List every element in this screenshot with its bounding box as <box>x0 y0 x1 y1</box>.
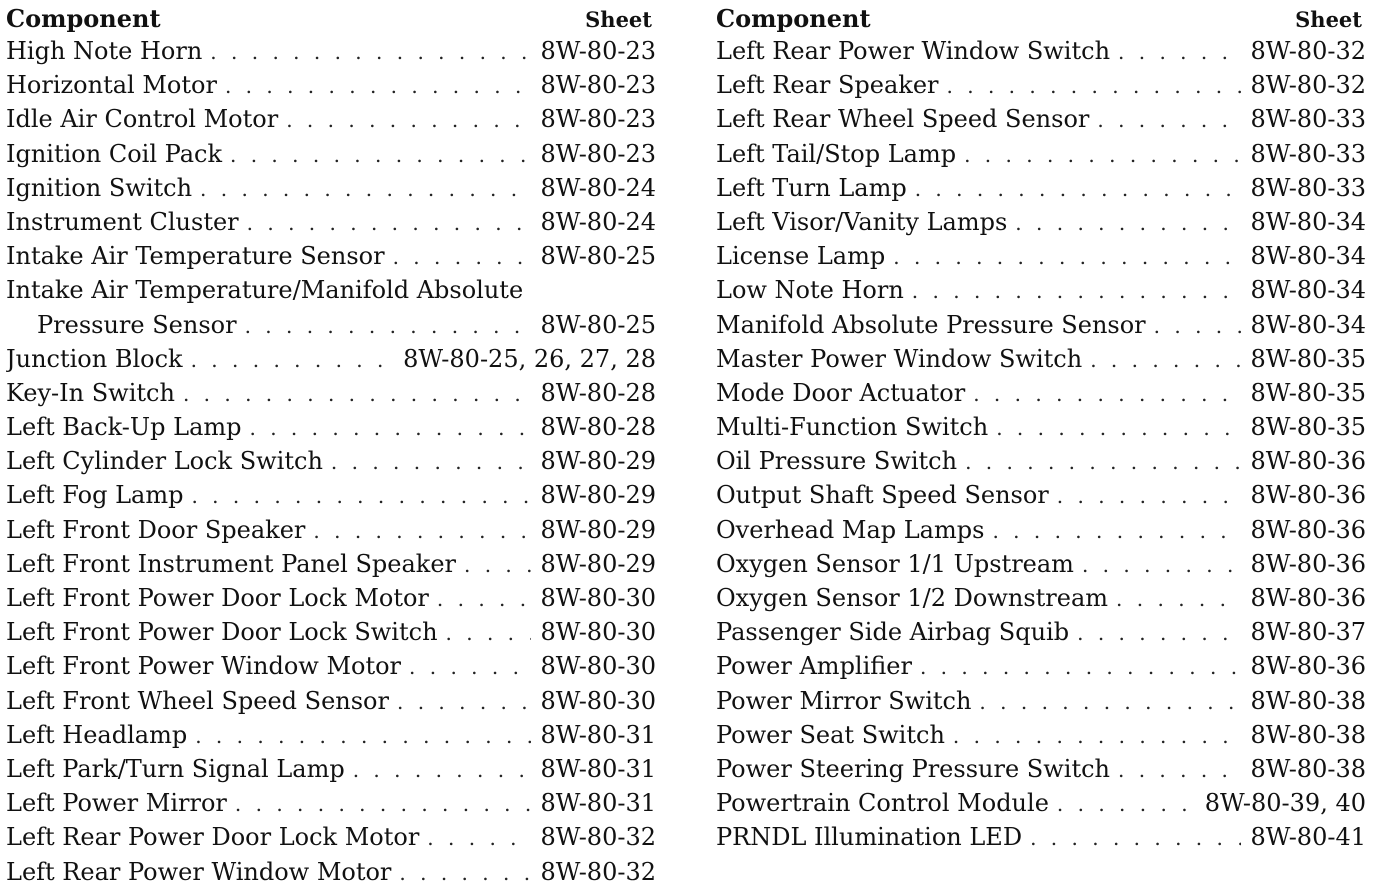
component-name: Left Power Mirror <box>6 789 227 818</box>
component-name: Left Headlamp <box>6 720 188 749</box>
index-entry <box>6 581 656 615</box>
index-entry <box>6 137 656 171</box>
sheet-reference: 8W-80-32 <box>1250 37 1366 65</box>
index-entry <box>716 205 1366 239</box>
dot-leader <box>920 650 1241 683</box>
dot-leader <box>183 377 531 410</box>
sheet-column-heading: Sheet <box>1295 7 1362 32</box>
index-entry <box>6 342 656 376</box>
dot-leader <box>286 103 530 136</box>
component-name: Left Visor/Vanity Lamps <box>716 207 1008 236</box>
component-name: Power Steering Pressure Switch <box>716 754 1110 783</box>
index-entry <box>6 855 656 889</box>
dot-leader <box>200 172 530 205</box>
component-name: Output Shaft Speed Sensor <box>716 481 1049 510</box>
component-name: Junction Block <box>6 344 183 373</box>
component-name: Left Rear Power Window Motor <box>6 857 392 886</box>
sheet-reference: 8W-80-33 <box>1250 105 1366 134</box>
dot-leader <box>947 69 1241 102</box>
sheet-reference: 8W-80-36 <box>1250 515 1366 544</box>
component-column-heading: Component <box>716 4 871 33</box>
index-entry <box>716 342 1366 376</box>
sheet-reference: 8W-80-37 <box>1250 618 1366 647</box>
component-name: Left Front Door Speaker <box>6 515 306 544</box>
sheet-reference: 8W-80-35 <box>1250 344 1366 373</box>
left-column-header <box>6 0 656 34</box>
sheet-reference: 8W-80-30 <box>540 618 656 647</box>
sheet-reference: 8W-80-24 <box>540 173 656 202</box>
component-name: Power Seat Switch <box>716 720 945 749</box>
index-entry <box>716 239 1366 273</box>
sheet-reference: 8W-80-30 <box>540 686 656 715</box>
component-column-heading: Component <box>6 4 161 33</box>
index-entry <box>6 102 656 136</box>
index-entry <box>6 171 656 205</box>
sheet-reference: 8W-80-29 <box>540 549 656 578</box>
sheet-reference: 8W-80-34 <box>1250 207 1366 236</box>
dot-leader <box>965 445 1240 478</box>
dot-leader <box>225 69 531 102</box>
index-entry <box>6 752 656 786</box>
left-column <box>6 0 656 889</box>
component-name: Intake Air Temperature Sensor <box>6 242 385 271</box>
sheet-reference: 8W-80-36 <box>1250 652 1366 681</box>
sheet-reference: 8W-80-24 <box>540 207 656 236</box>
left-entry-list <box>6 34 656 889</box>
component-name: Overhead Map Lamps <box>716 515 985 544</box>
component-name: Left Park/Turn Signal Lamp <box>6 754 345 783</box>
dot-leader <box>247 206 531 239</box>
sheet-reference: 8W-80-31 <box>540 720 656 749</box>
sheet-reference: 8W-80-30 <box>540 652 656 681</box>
dot-leader <box>1030 821 1240 854</box>
dot-leader <box>393 240 531 273</box>
component-name: Horizontal Motor <box>6 71 217 100</box>
sheet-reference: 8W-80-25, 26, 27, 28 <box>403 344 656 373</box>
sheet-reference: 8W-80-35 <box>1250 413 1366 442</box>
dot-leader <box>397 685 531 718</box>
sheet-reference: 8W-80-23 <box>540 37 656 65</box>
sheet-reference: 8W-80-25 <box>540 242 656 271</box>
component-name: Left Turn Lamp <box>716 173 907 202</box>
component-name: Left Rear Power Window Switch <box>716 37 1111 65</box>
dot-leader <box>1082 548 1241 581</box>
index-entry <box>716 171 1366 205</box>
component-name: Intake Air Temperature/Manifold Absolute <box>6 276 524 305</box>
dot-leader <box>195 719 530 752</box>
sheet-reference: 8W-80-28 <box>540 378 656 407</box>
dot-leader <box>1154 309 1241 342</box>
index-entry <box>716 410 1366 444</box>
sheet-reference: 8W-80-38 <box>1250 686 1366 715</box>
sheet-reference: 8W-80-32 <box>540 857 656 886</box>
component-name: Left Back-Up Lamp <box>6 413 242 442</box>
dot-leader <box>191 479 530 512</box>
sheet-reference: 8W-80-30 <box>540 584 656 612</box>
index-entry <box>6 478 656 512</box>
sheet-column-heading: Sheet <box>585 7 652 32</box>
right-column <box>716 0 1366 855</box>
dot-leader <box>915 172 1241 205</box>
right-entry-list <box>716 34 1366 855</box>
component-name: Oxygen Sensor 1/2 Downstream <box>716 584 1109 612</box>
component-name: Instrument Cluster <box>6 207 239 236</box>
component-name: Left Cylinder Lock Switch <box>6 447 323 476</box>
component-name: License Lamp <box>716 242 886 271</box>
index-entry <box>6 444 656 478</box>
sheet-reference: 8W-80-33 <box>1250 173 1366 202</box>
dot-leader <box>437 582 531 615</box>
dot-leader <box>979 685 1240 718</box>
component-name: Pressure Sensor <box>37 310 237 339</box>
index-entry <box>716 649 1366 683</box>
dot-leader <box>230 138 531 171</box>
sheet-reference: 8W-80-23 <box>540 139 656 168</box>
component-name: Oxygen Sensor 1/1 Upstream <box>716 549 1074 578</box>
index-entry <box>716 34 1366 68</box>
dot-leader <box>446 616 531 649</box>
dot-leader <box>353 753 531 786</box>
sheet-reference: 8W-80-31 <box>540 754 656 783</box>
dot-leader <box>250 411 531 444</box>
component-name: Ignition Switch <box>6 173 193 202</box>
index-entry <box>716 786 1366 820</box>
index-entry <box>6 513 656 547</box>
index-entry <box>716 820 1366 854</box>
index-entry <box>6 410 656 444</box>
index-entry <box>6 684 656 718</box>
index-entry <box>716 478 1366 512</box>
index-entry <box>716 684 1366 718</box>
sheet-reference: 8W-80-31 <box>540 789 656 818</box>
index-entry <box>6 786 656 820</box>
dot-leader <box>992 514 1240 547</box>
component-name: Power Mirror Switch <box>716 686 972 715</box>
dot-leader <box>1116 582 1240 615</box>
component-name: Left Front Wheel Speed Sensor <box>6 686 389 715</box>
sheet-reference: 8W-80-32 <box>1250 71 1366 100</box>
index-entry <box>716 273 1366 307</box>
dot-leader <box>464 548 531 581</box>
index-entry <box>6 718 656 752</box>
index-entry <box>716 68 1366 102</box>
dot-leader <box>1077 616 1240 649</box>
dot-leader <box>331 445 531 478</box>
sheet-reference: 8W-80-29 <box>540 447 656 476</box>
component-name: Left Front Power Door Lock Motor <box>6 584 429 612</box>
component-name: Key-In Switch <box>6 378 175 407</box>
sheet-reference: 8W-80-23 <box>540 71 656 100</box>
sheet-reference: 8W-80-32 <box>540 823 656 852</box>
index-entry <box>6 649 656 683</box>
sheet-reference: 8W-80-35 <box>1250 378 1366 407</box>
sheet-reference: 8W-80-28 <box>540 413 656 442</box>
component-name: Powertrain Control Module <box>716 789 1049 818</box>
index-entry <box>716 581 1366 615</box>
component-name: High Note Horn <box>6 37 203 65</box>
component-name: Left Fog Lamp <box>6 481 184 510</box>
sheet-reference: 8W-80-36 <box>1250 549 1366 578</box>
sheet-reference: 8W-80-39, 40 <box>1204 789 1366 818</box>
dot-leader <box>235 787 531 820</box>
index-entry <box>716 444 1366 478</box>
index-entry <box>716 752 1366 786</box>
index-entry <box>6 615 656 649</box>
dot-leader <box>893 240 1240 273</box>
sheet-reference: 8W-80-34 <box>1250 242 1366 271</box>
component-name: Mode Door Actuator <box>716 378 966 407</box>
sheet-reference: 8W-80-38 <box>1250 754 1366 783</box>
sheet-reference: 8W-80-41 <box>1250 823 1366 852</box>
dot-leader <box>953 719 1241 752</box>
component-name: Oil Pressure Switch <box>716 447 958 476</box>
component-name: Left Front Instrument Panel Speaker <box>6 549 456 578</box>
index-entry <box>716 718 1366 752</box>
component-name: Manifold Absolute Pressure Sensor <box>716 310 1146 339</box>
component-name: Left Rear Power Door Lock Motor <box>6 823 420 852</box>
dot-leader <box>210 35 530 68</box>
dot-leader <box>1057 479 1241 512</box>
dot-leader <box>1057 787 1195 820</box>
index-entry <box>716 376 1366 410</box>
sheet-reference: 8W-80-34 <box>1250 276 1366 305</box>
index-entry <box>6 547 656 581</box>
dot-leader <box>191 343 394 376</box>
index-entry <box>716 513 1366 547</box>
dot-leader <box>427 821 530 854</box>
index-entry <box>716 308 1366 342</box>
dot-leader <box>399 856 530 889</box>
index-entry <box>716 547 1366 581</box>
dot-leader <box>313 514 530 547</box>
component-name: Ignition Coil Pack <box>6 139 222 168</box>
component-name: Left Tail/Stop Lamp <box>716 139 957 168</box>
dot-leader <box>964 138 1240 171</box>
index-entry <box>716 137 1366 171</box>
index-entry <box>6 273 656 307</box>
sheet-reference: 8W-80-29 <box>540 481 656 510</box>
sheet-reference: 8W-80-23 <box>540 105 656 134</box>
dot-leader <box>1097 103 1240 136</box>
index-entry <box>6 205 656 239</box>
dot-leader <box>1015 206 1240 239</box>
component-name: Multi-Function Switch <box>716 413 989 442</box>
index-entry <box>6 308 656 342</box>
right-column-header <box>716 0 1366 34</box>
dot-leader <box>996 411 1240 444</box>
dot-leader <box>912 274 1241 307</box>
component-name: Left Rear Speaker <box>716 71 939 100</box>
dot-leader <box>1118 753 1241 786</box>
index-entry <box>6 820 656 854</box>
component-name: Power Amplifier <box>716 652 912 681</box>
component-name: Idle Air Control Motor <box>6 105 279 134</box>
sheet-reference: 8W-80-36 <box>1250 447 1366 476</box>
dot-leader <box>1118 35 1240 68</box>
dot-leader <box>409 650 530 683</box>
sheet-reference: 8W-80-25 <box>540 310 656 339</box>
sheet-reference: 8W-80-34 <box>1250 310 1366 339</box>
component-name: PRNDL Illumination LED <box>716 823 1023 852</box>
index-entry <box>6 376 656 410</box>
component-name: Master Power Window Switch <box>716 344 1083 373</box>
index-entry <box>6 34 656 68</box>
component-name: Passenger Side Airbag Squib <box>716 618 1070 647</box>
dot-leader <box>245 309 531 342</box>
index-entry <box>716 102 1366 136</box>
index-entry <box>716 615 1366 649</box>
component-name: Left Front Power Window Motor <box>6 652 402 681</box>
sheet-reference: 8W-80-36 <box>1250 584 1366 612</box>
component-name: Left Front Power Door Lock Switch <box>6 618 438 647</box>
index-entry <box>6 68 656 102</box>
component-name: Left Rear Wheel Speed Sensor <box>716 105 1090 134</box>
component-name: Low Note Horn <box>716 276 904 305</box>
sheet-reference: 8W-80-38 <box>1250 720 1366 749</box>
index-entry <box>6 239 656 273</box>
sheet-reference: 8W-80-33 <box>1250 139 1366 168</box>
sheet-reference: 8W-80-29 <box>540 515 656 544</box>
dot-leader <box>973 377 1240 410</box>
dot-leader <box>1090 343 1240 376</box>
sheet-reference: 8W-80-36 <box>1250 481 1366 510</box>
